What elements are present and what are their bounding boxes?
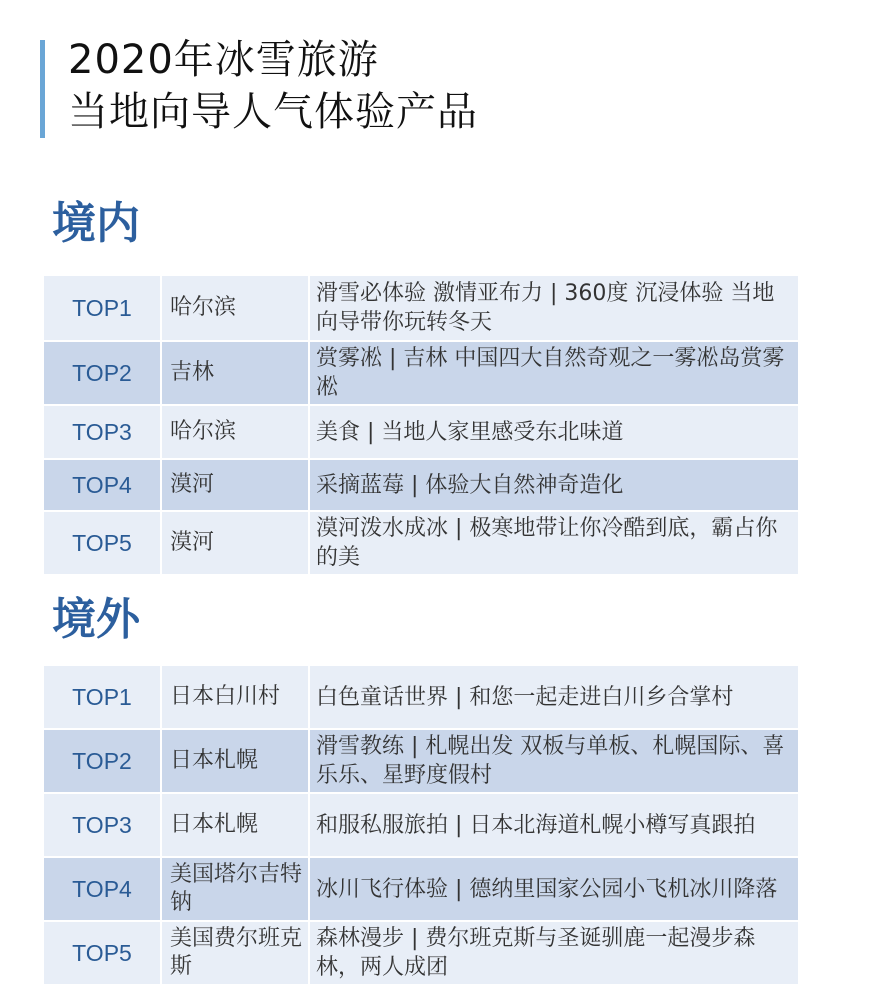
rank-cell: TOP2 <box>44 730 162 792</box>
page-title-line-1: 2020年冰雪旅游 <box>68 37 379 83</box>
table-row <box>44 510 798 574</box>
table-row <box>44 920 798 984</box>
table-row <box>44 458 798 510</box>
table-row <box>44 792 798 856</box>
description-cell: 滑雪教练 | 札幌出发 双板与单板、札幌国际、喜乐乐、星野度假村 <box>316 734 785 788</box>
description-cell: 和服私服旅拍 | 日本北海道札幌小樽写真跟拍 <box>316 812 756 838</box>
description-cell: 采摘蓝莓 | 体验大自然神奇造化 <box>316 472 624 498</box>
location-cell: 漠河 <box>162 460 310 510</box>
table-row <box>44 856 798 920</box>
section-heading-domestic: 境内 <box>52 198 140 249</box>
description-cell: 赏雾凇 | 吉林 中国四大自然奇观之一雾凇岛赏雾凇 <box>316 346 785 400</box>
table-row <box>44 404 798 458</box>
rank-cell: TOP3 <box>44 406 162 458</box>
overseas-ranking-table <box>44 664 798 984</box>
title-accent-bar <box>40 40 45 138</box>
page-title-line-2: 当地向导人气体验产品 <box>68 89 478 135</box>
location-cell: 日本札幌 <box>162 730 310 792</box>
rank-cell: TOP5 <box>44 922 162 984</box>
rank-cell: TOP2 <box>44 342 162 404</box>
page-title <box>68 34 478 138</box>
location-cell: 哈尔滨 <box>162 276 310 340</box>
rank-cell: TOP1 <box>44 666 162 728</box>
rank-cell: TOP4 <box>44 858 162 920</box>
table-row <box>44 728 798 792</box>
rank-cell: TOP4 <box>44 460 162 510</box>
location-cell: 美国费尔班克斯 <box>162 922 310 984</box>
section-heading-overseas: 境外 <box>52 594 140 645</box>
location-cell: 日本白川村 <box>162 666 310 728</box>
description-cell: 美食 | 当地人家里感受东北味道 <box>316 419 624 445</box>
description-cell: 冰川飞行体验 | 德纳里国家公园小飞机冰川降落 <box>316 876 778 902</box>
table-row <box>44 664 798 728</box>
description-cell: 漠河泼水成冰 | 极寒地带让你冷酷到底，霸占你的美 <box>316 516 778 570</box>
location-cell: 吉林 <box>162 342 310 404</box>
location-cell: 漠河 <box>162 512 310 574</box>
location-cell: 日本札幌 <box>162 794 310 856</box>
table-row <box>44 274 798 340</box>
rank-cell: TOP3 <box>44 794 162 856</box>
description-cell: 白色童话世界 | 和您一起走进白川乡合掌村 <box>316 684 734 710</box>
location-cell: 美国塔尔吉特钠 <box>162 858 310 920</box>
location-cell: 哈尔滨 <box>162 406 310 458</box>
table-row <box>44 340 798 404</box>
description-cell: 滑雪必体验 激情亚布力 | 360度 沉浸体验 当地向导带你玩转冬天 <box>316 281 775 335</box>
domestic-ranking-table <box>44 274 798 574</box>
rank-cell: TOP5 <box>44 512 162 574</box>
rank-cell: TOP1 <box>44 276 162 340</box>
description-cell: 森林漫步 | 费尔班克斯与圣诞驯鹿一起漫步森林，两人成团 <box>316 926 756 980</box>
